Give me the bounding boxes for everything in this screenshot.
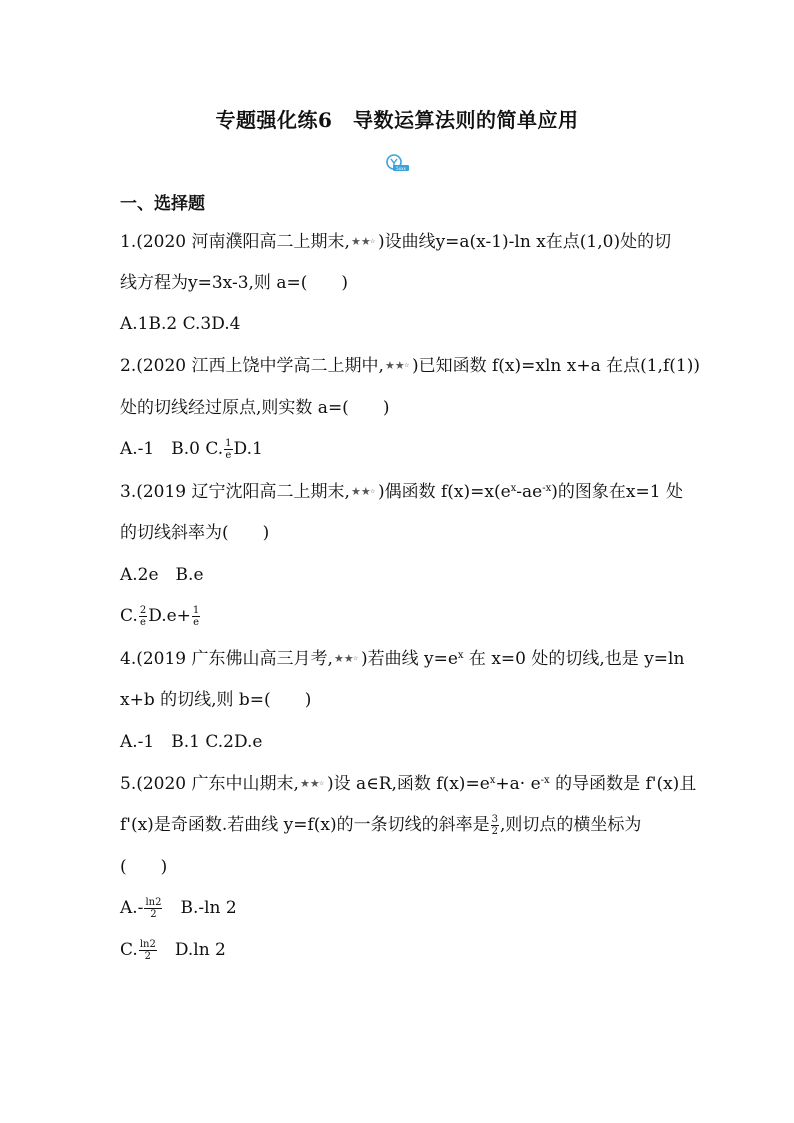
svg-text:5xxx: 5xxx bbox=[396, 166, 406, 171]
svg-text:☆: ☆ bbox=[369, 238, 376, 245]
question-3-options-ab: A.2e B.e bbox=[120, 565, 204, 585]
svg-text:★★: ★★ bbox=[299, 777, 320, 790]
fraction: $\frac{3}{2}$ bbox=[491, 814, 498, 837]
section-heading: 一、选择题 bbox=[120, 194, 205, 214]
question-2-line-1: 2.(2020 江西上饶中学高二上期中, ★★ ☆ )已知函数 f(x)=xln x+a 在点(1,f(1)) bbox=[120, 356, 700, 376]
question-5-options-ab: A.- $\frac{\ln 2}{2}$ B.-ln 2 bbox=[120, 897, 237, 920]
svg-text:★★: ★★ bbox=[384, 359, 405, 372]
question-5-options-cd: C. $\frac{\ln 2}{2}$ D.ln 2 bbox=[120, 939, 226, 962]
question-3-line-1: 3.(2019 辽宁沈阳高二上期末, ★★ ☆ )偶函数 $f(x)=x(e^x-ae^{-x})$的图象在x=1 处 bbox=[120, 482, 683, 502]
question-3-line-2: 的切线斜率为( ) bbox=[120, 523, 270, 543]
fraction: $\frac{1}{e}$ bbox=[192, 605, 200, 628]
question-4-line-2: x+b 的切线,则 b=( ) bbox=[120, 690, 312, 710]
fraction: $\frac{\ln 2}{2}$ bbox=[139, 939, 156, 962]
svg-text:★★: ★★ bbox=[350, 485, 371, 498]
logo-icon bbox=[384, 153, 410, 173]
svg-text:☆: ☆ bbox=[369, 488, 376, 495]
question-5-line-3: ( ) bbox=[120, 857, 168, 877]
question-2-options: A.-1 B.0 C. $\frac{1}{e}$ D.1 bbox=[120, 438, 263, 461]
question-1-options: A.1B.2 C.3D.4 bbox=[120, 314, 241, 334]
difficulty-stars-icon bbox=[334, 651, 360, 665]
question-5-line-1: 5.(2020 广东中山期末, ★★ ☆ )设 a∈R,函数 $f(x)=e^x+a\cdot e^{-x}$ 的导函数是 f'(x)且 bbox=[120, 774, 697, 794]
question-1-line-2: 线方程为y=3x-3,则 a=( ) bbox=[120, 273, 348, 293]
fraction: $\frac{1}{e}$ bbox=[225, 438, 232, 461]
svg-text:★★: ★★ bbox=[350, 235, 371, 248]
question-4-options: A.-1 B.1 C.2D.e bbox=[120, 732, 263, 752]
question-4-line-1: 4.(2019 广东佛山高三月考, ★★ ☆ )若曲线 $y=e^x$ 在 x=0 处的切线,也是 y=ln bbox=[120, 649, 685, 669]
difficulty-stars-icon bbox=[300, 776, 326, 790]
difficulty-stars-icon bbox=[351, 234, 377, 248]
page-title: 专题强化练6 导数运算法则的简单应用 bbox=[215, 108, 579, 132]
question-3-options-cd: C. $\frac{2}{e}$ D.e+ $\frac{1}{e}$ bbox=[120, 605, 200, 628]
difficulty-stars-icon bbox=[385, 358, 411, 372]
svg-text:☆: ☆ bbox=[352, 655, 359, 662]
svg-text:★★: ★★ bbox=[333, 652, 354, 665]
fraction: $\frac{\ln 2}{2}$ bbox=[145, 897, 162, 920]
question-5-line-2: f'(x)是奇函数.若曲线 y=f(x)的一条切线的斜率是 $\frac{3}{2}$ ,则切点的横坐标为 bbox=[120, 814, 642, 837]
difficulty-stars-icon bbox=[351, 484, 377, 498]
svg-text:☆: ☆ bbox=[403, 362, 410, 369]
question-1-line-1: 1.(2020 河南濮阳高二上期末, ★★ ☆ )设曲线y=a(x-1)-ln x在点(1,0)处的切 bbox=[120, 232, 672, 252]
svg-text:☆: ☆ bbox=[318, 780, 325, 787]
question-2-line-2: 处的切线经过原点,则实数 a=( ) bbox=[120, 398, 390, 418]
fraction: $\frac{2}{e}$ bbox=[139, 605, 147, 628]
